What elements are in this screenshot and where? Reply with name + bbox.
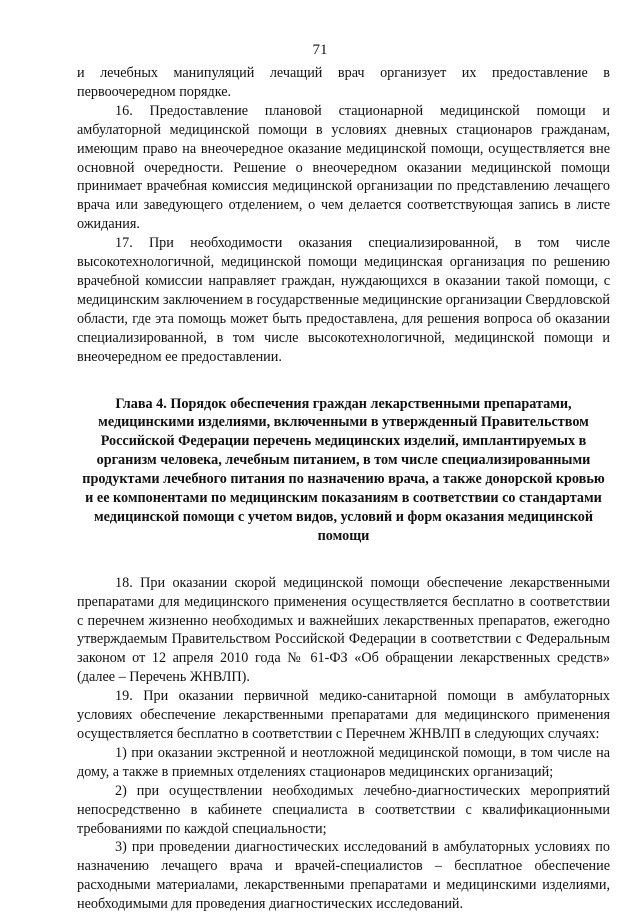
- paragraph-17: 17. При необходимости оказания специализированной, в том числе высокотехнологичной, медицинской помощи медицинская организация по решению врачебной комиссии направляет граждан, нуждающихся в оказании такой помощи, с медицинским заключением в государственные медицинские организации Свердловской области, где эта помощь может быть предоставлена, для решения вопроса об оказании специализированной, в том числе высокотехнологичной, медицинской помощи и внеочередном ее предоставлении.: [77, 235, 610, 365]
- list-item-3: 3) при проведении диагностических исследований в амбулаторных условиях по назначению лечащего врача и врачей-специалистов – бесплатное обеспечение расходными материалами, лекарственными препаратами и медицинскими изделиями, необходимыми для проведения диагностических исследований.: [77, 839, 610, 913]
- paragraph-19: 19. При оказании первичной медико-санитарной помощи в амбулаторных условиях обеспечение лекарственными препаратами для медицинского применения осуществляется бесплатно в соответствии с Перечнем ЖНВЛП в следующих случаях:: [77, 688, 610, 742]
- list-item-2: 2) при осуществлении необходимых лечебно-диагностических мероприятий непосредственно в кабинете специалиста в соответствии с квалификационными требованиями по каждой специальности;: [77, 782, 610, 837]
- page-number: 71: [312, 42, 328, 58]
- list-item-1: 1) при оказании экстренной и неотложной медицинской помощи, в том числе на дому, а также в приемных отделениях стационаров медицинских организаций;: [77, 744, 610, 780]
- paragraph-18: 18. При оказании скорой медицинской помощи обеспечение лекарственными препаратами для медицинского применения осуществляется бесплатно в соответствии с перечнем жизненно необходимых и важнейших лекарственных препаратов, ежегодно утверждаемым Правительством Российской Федерации в соответствии с Федеральным законом от 12 апреля 2010 года № 61-ФЗ «Об обращении лекарственных средств» (далее – Перечень ЖНВЛП).: [77, 574, 610, 686]
- document-body: [77, 64, 610, 914]
- paragraph-continuation: и лечебных манипуляций лечащий врач организует их предоставление в первоочередном порядке.: [77, 65, 610, 100]
- chapter-4-heading: Глава 4. Порядок обеспечения граждан лекарственными препаратами, медицинскими изделиями, включенными в утвержденный Правительством Российской Федерации перечень медицинских изделий, имплантируемых в организм человека, лечебным питанием, в том числе специализированными продуктами лечебного питания по назначению врача, а также донорской кровью и ее компонентами по медицинским показаниям в соответствии со стандартами медицинской помощи с учетом видов, условий и форм оказания медицинской помощи: [82, 395, 605, 544]
- paragraph-16: 16. Предоставление плановой стационарной медицинской помощи и амбулаторной медицинской помощи в условиях дневных стационаров гражданам, имеющим право на внеочередное оказание медицинской помощи, осуществляется вне основной очередности. Решение о внеочередном оказании медицинской помощи принимает врачебная комиссия медицинской организации по представлению лечащего врача или заведующего отделением, о чем делается соответствующая запись в листе ожидания.: [77, 102, 610, 233]
